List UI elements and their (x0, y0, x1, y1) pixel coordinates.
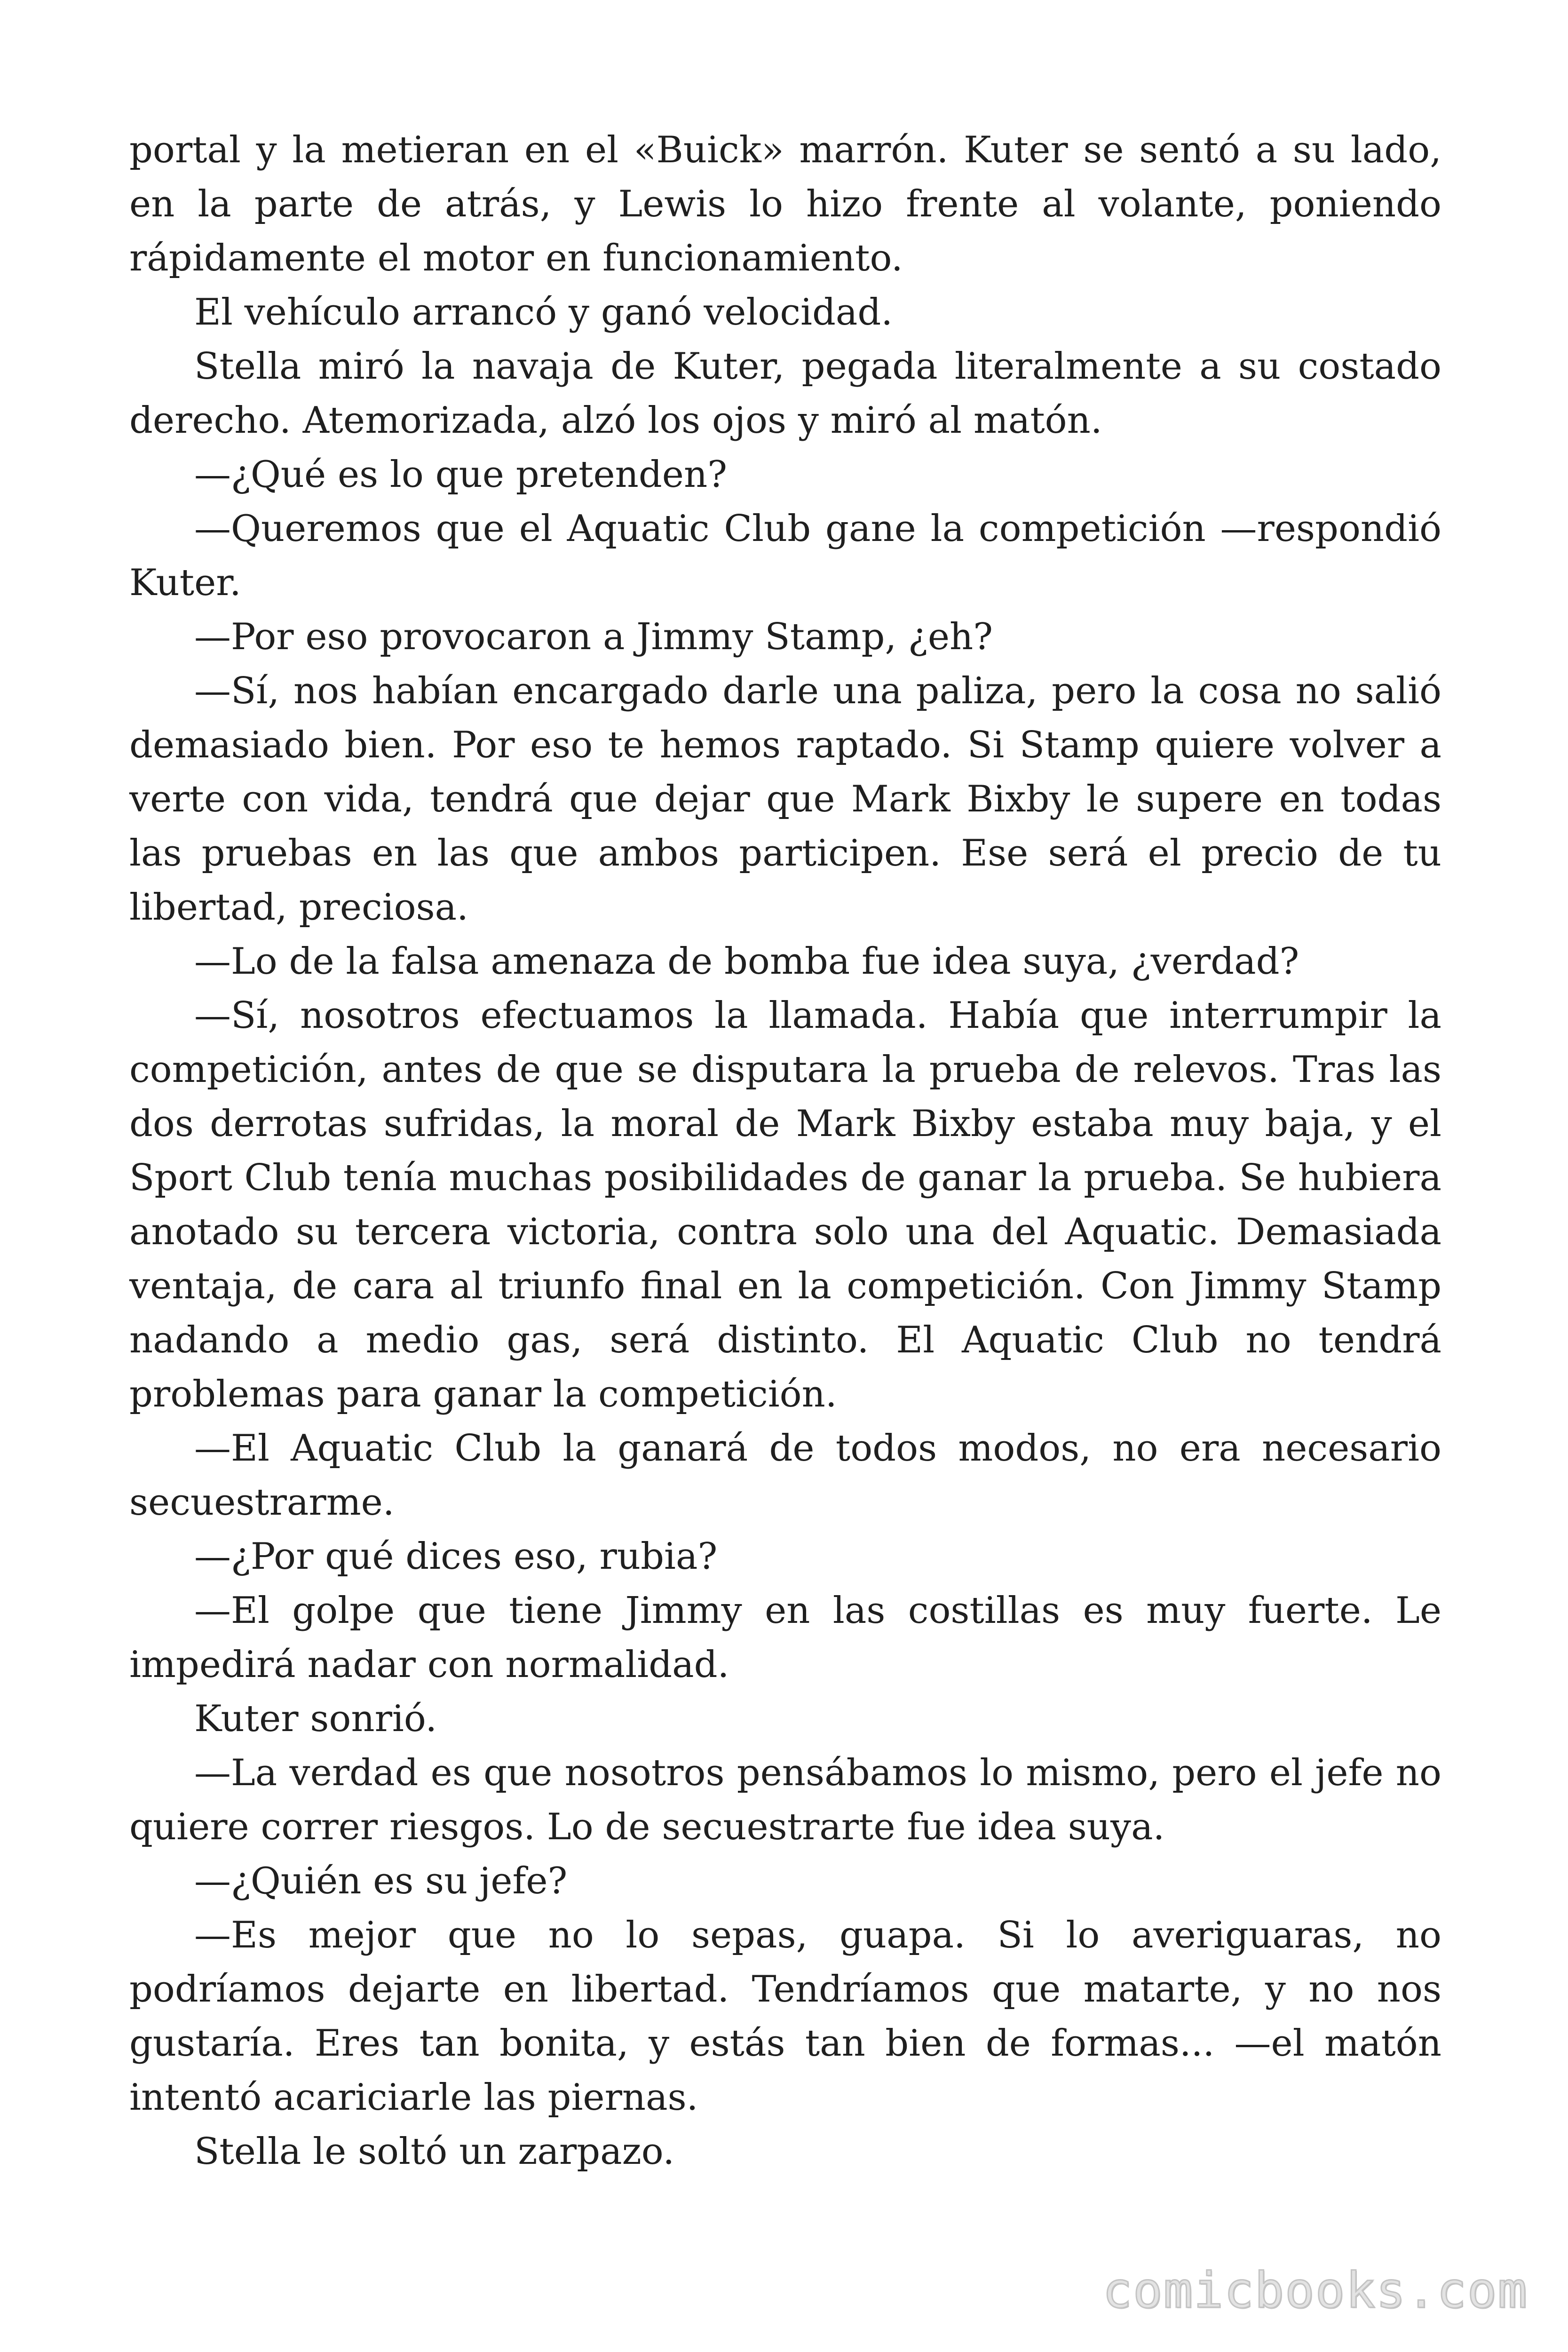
watermark: comicbooks.com (1102, 2262, 1528, 2319)
paragraph-3: Stella miró la navaja de Kuter, pegada literalmente a su costado derecho. Atemorizada, alzó los ojos y miró al matón. (129, 345, 1441, 442)
paragraph-16: —Es mejor que no lo sepas, guapa. Si lo averiguaras, no podríamos dejarte en libertad. Tendríamos que matarte, y no nos gustaría. Eres tan bonita, y estás tan bien de formas... —el matón intentó acariciarle las piernas. (129, 1914, 1441, 2119)
page-body (129, 123, 1441, 2179)
paragraph-15: —¿Quién es su jefe? (194, 1860, 568, 1902)
paragraph-10: —El Aquatic Club la ganará de todos modos, no era necesario secuestrarme. (129, 1427, 1441, 1524)
paragraph-12: —El golpe que tiene Jimmy en las costillas es muy fuerte. Le impedirá nadar con normalidad. (129, 1589, 1441, 1686)
paragraph-7: —Sí, nos habían encargado darle una paliza, pero la cosa no salió demasiado bien. Por eso te hemos raptado. Si Stamp quiere volver a verte con vida, tendrá que dejar que Mark Bixby le supere en todas las pruebas en las que ambos participen. Ese será el precio de tu libertad, preciosa. (129, 670, 1441, 929)
paragraph-4: —¿Qué es lo que pretenden? (194, 453, 728, 496)
paragraph-5: —Queremos que el Aquatic Club gane la competición —respondió Kuter. (129, 508, 1441, 604)
paragraph-2: El vehículo arrancó y ganó velocidad. (194, 291, 893, 334)
paragraph-8: —Lo de la falsa amenaza de bomba fue idea suya, ¿verdad? (194, 940, 1299, 983)
paragraph-6: —Por eso provocaron a Jimmy Stamp, ¿eh? (194, 616, 993, 658)
paragraph-1: portal y la metieran en el «Buick» marrón. Kuter se sentó a su lado, en la parte de atrás, y Lewis lo hizo frente al volante, poniendo rápidamente el motor en funcionamiento. (129, 129, 1441, 279)
paragraph-17: Stella le soltó un zarpazo. (194, 2130, 675, 2173)
paragraph-9: —Sí, nosotros efectuamos la llamada. Había que interrumpir la competición, antes de que se disputara la prueba de relevos. Tras las dos derrotas sufridas, la moral de Mark Bixby estaba muy baja, y el Sport Club tenía muchas posibilidades de ganar la prueba. Se hubiera anotado su tercera victoria, contra solo una del Aquatic. Demasiada ventaja, de cara al triunfo final en la competición. Con Jimmy Stamp nadando a medio gas, será distinto. El Aquatic Club no tendrá problemas para ganar la competición. (129, 994, 1441, 1415)
paragraph-13: Kuter sonrió. (194, 1698, 437, 1740)
paragraph-14: —La verdad es que nosotros pensábamos lo mismo, pero el jefe no quiere correr riesgos. Lo de secuestrarte fue idea suya. (129, 1752, 1441, 1848)
paragraph-11: —¿Por qué dices eso, rubia? (194, 1535, 718, 1578)
